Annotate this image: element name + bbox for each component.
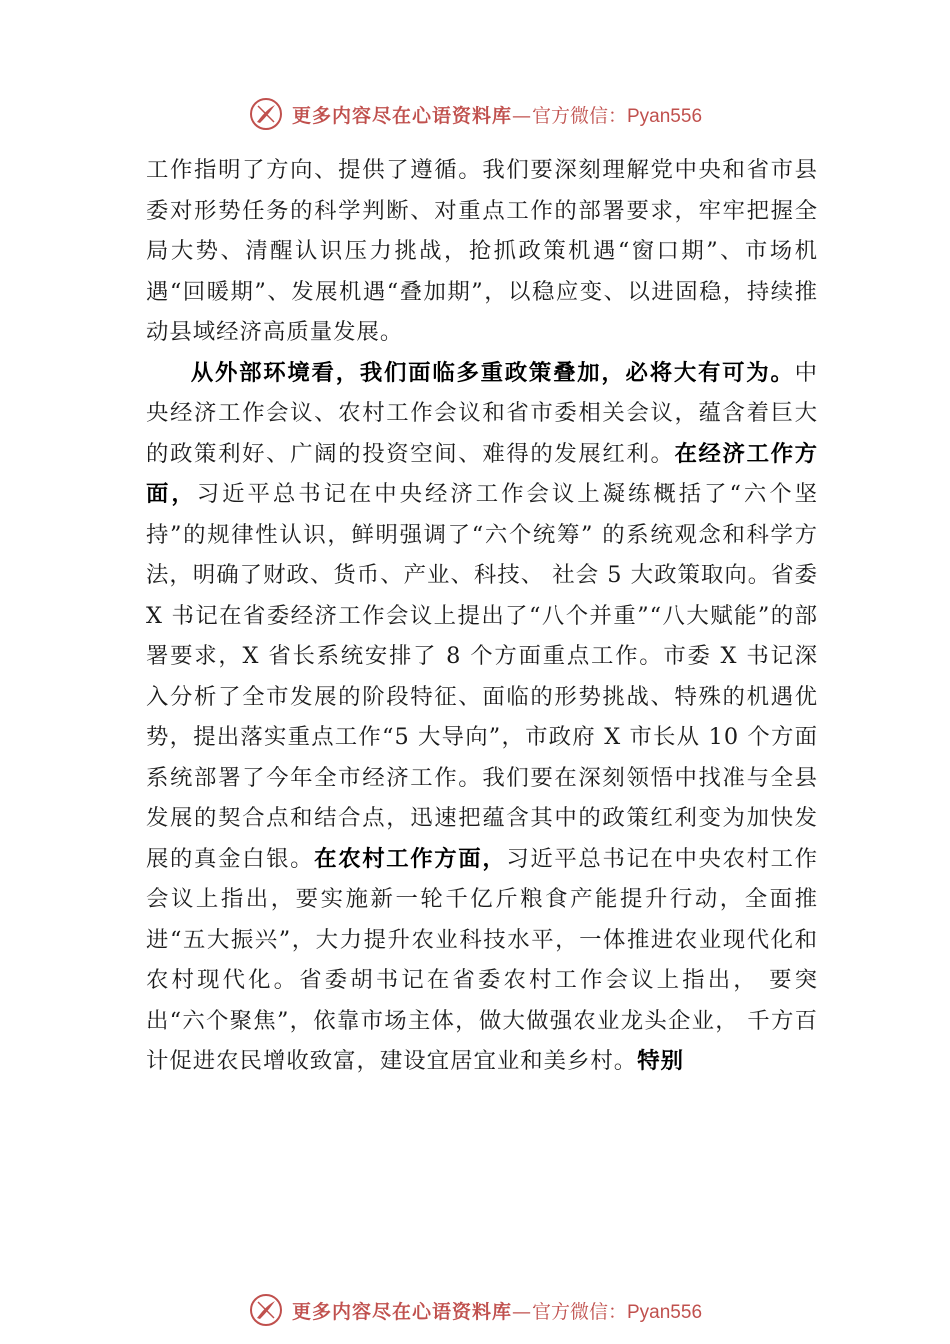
bold-heading-run: 特别 bbox=[637, 1048, 684, 1074]
paragraph bbox=[146, 150, 818, 353]
watermark-main: 更多内容尽在心语资料库 bbox=[291, 1300, 512, 1323]
text-run: 中央经济工作会议、农村工作会议和省市委相关会议，蕴含着巨大的政策利好、广阔的投资空间、难得的发展红利。 bbox=[146, 359, 818, 467]
text-run: 工作指明了方向、提供了遵循。我们要深刻理解党中央和省市县委对形势任务的科学判断、对重点工作的部署要求，牢牢把握全局大势、清醒认识压力挑战，抢抓政策机遇“窗口期”、市场机遇“回暖期”、发展机遇“叠加期”，以稳应变、以进固稳，持续推动县域经济高质量发展。 bbox=[146, 157, 818, 345]
watermark-text bbox=[292, 101, 702, 128]
watermark-account: 官方微信：Pyan556 bbox=[532, 1301, 703, 1323]
bold-heading-run: 在经济工作方面， bbox=[146, 440, 819, 507]
watermark-separator: — bbox=[512, 104, 532, 127]
text-run: 习近平总书记在中央农村工作会议上指出，要实施新一轮千亿斤粮食产能提升行动，全面推进“五大振兴”，大力提升农业科技水平，一体推进农业现代化和农村现代化。省委胡书记在省委农村工作会议上指出， 要突出“六个聚焦”，依靠市场主体，做大做强农业龙头企业， 千方百计促进农民增收致富，建设宜居宜业和美乡村。 bbox=[146, 845, 819, 1074]
watermark-logo-icon bbox=[248, 1292, 284, 1328]
watermark-account: 官方微信：Pyan556 bbox=[532, 105, 703, 127]
watermark-text bbox=[292, 1297, 702, 1324]
bold-heading-run: 在农村工作方面， bbox=[314, 845, 507, 872]
watermark-main: 更多内容尽在心语资料库 bbox=[291, 104, 512, 127]
paragraph bbox=[146, 353, 818, 1082]
watermark-footer bbox=[0, 1288, 950, 1332]
bold-heading-run: 从外部环境看，我们面临多重政策叠加，必将大有可为。 bbox=[190, 359, 795, 386]
text-run: 习近平总书记在中央经济工作会议上凝练概括了“六个坚持”的规律性认识，鲜明强调了“六个统筹” 的系统观念和科学方法，明确了财政、货币、产业、科技、 社会 5 大政策取向。省委 X 书记在省委经济工作会议上提出了“八个并重”“八大赋能”的部署要求，X 省长系统安排了 8 个方面重点工作。市委 X 书记深入分析了全市发展的阶段特征、面临的形势挑战、特殊的机遇优势，提出落实重点工作“5 大导向”，市政府 X 市长从 10 个方面系统部署了今年全市经济工作。我们要在深刻领悟中找准与全县发展的契合点和结合点，迅速把蕴含其中的政策红利变为加快发展的真金白银。 bbox=[146, 481, 818, 872]
watermark-separator: — bbox=[512, 1300, 532, 1323]
watermark-logo-icon bbox=[248, 96, 284, 132]
watermark-header bbox=[0, 92, 950, 136]
document-body bbox=[146, 150, 818, 1082]
